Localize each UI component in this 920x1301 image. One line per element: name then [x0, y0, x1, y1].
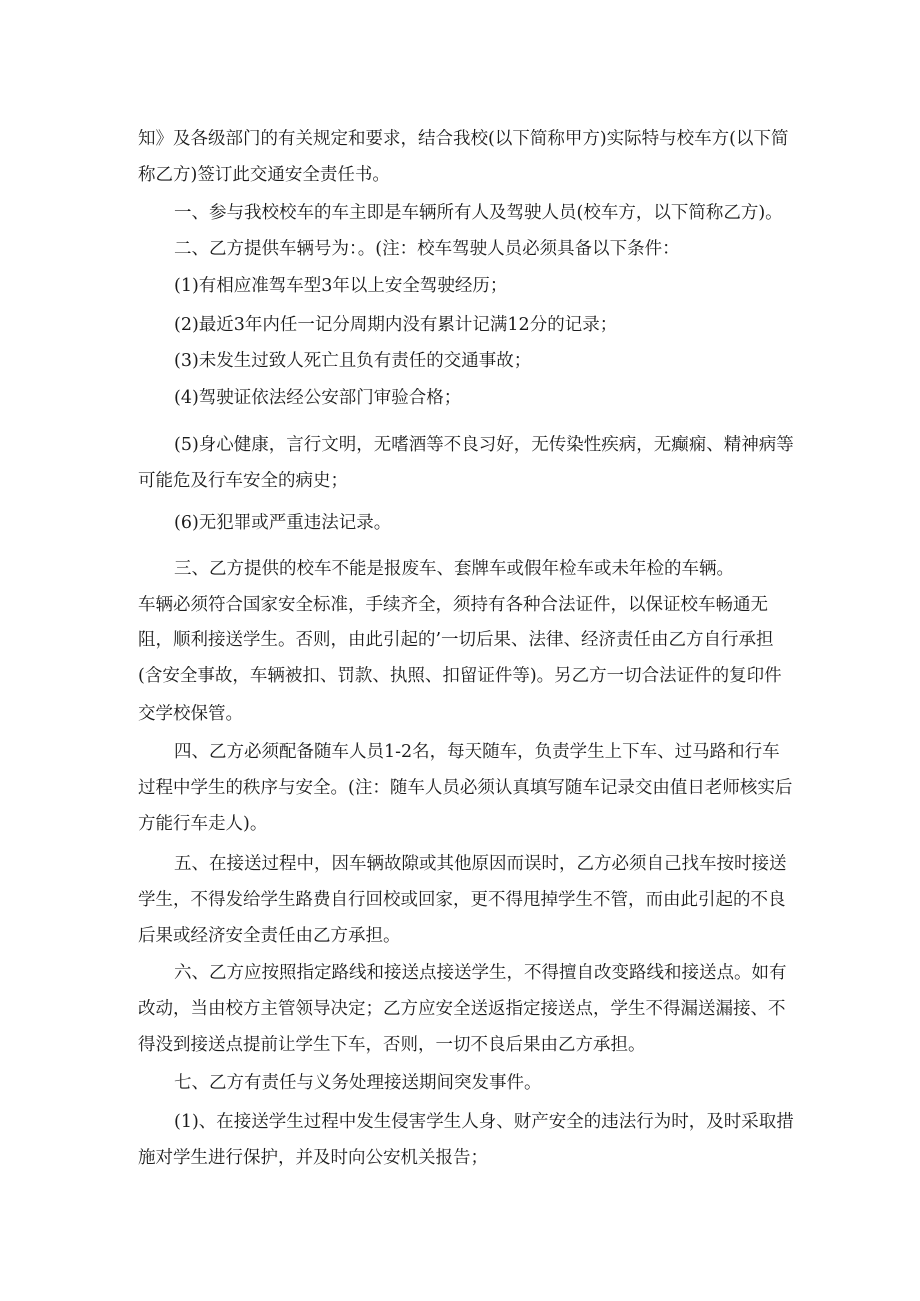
text-line: 改动，当由校方主管领导决定；乙方应安全送返指定接送点，学生不得漏送漏接、不: [138, 999, 786, 1019]
text-line: 施对学生进行保护，并及时向公安机关报告；: [138, 1148, 488, 1168]
text-line: 七、乙方有责任与义务处理接送期间突发事件。: [174, 1073, 542, 1093]
text-line: 六、乙方应按照指定路线和接送点接送学生，不得擅自改变路线和接送点。如有: [174, 963, 787, 983]
text-line: (3)未发生过致人死亡且负有责任的交通事故；: [174, 351, 532, 371]
text-line: 三、乙方提供的校车不能是报废车、套牌车或假年检车或未年检的车辆。: [174, 559, 734, 579]
text-line: 车辆必须符合国家安全标准，手续齐全，须持有各种合法证件，以保证校车畅通无: [138, 595, 768, 615]
text-line: 阻，顺利接送学生。否则，由此引起的’一切后果、法律、经济责任由乙方自行承担: [138, 630, 774, 650]
text-line: (1)、在接送学生过程中发生侵害学生人身、财产安全的违法行为时，及时采取措: [174, 1112, 794, 1132]
text-line: 二、乙方提供车辆号为：。(注：校车驾驶人员必须具备以下条件：: [174, 239, 680, 259]
text-line: (含安全事故，车辆被扣、罚款、执照、扣留证件等)。另乙方一切合法证件的复印件: [138, 666, 782, 686]
text-line: 一、参与我校校车的车主即是车辆所有人及驾驶人员(校车方，以下简称乙方)。: [174, 203, 783, 223]
text-line: 过程中学生的秩序与安全。(注：随车人员必须认真填写随车记录交由值日老师核实后: [138, 778, 793, 798]
text-line: 四、乙方必须配备随车人员1-2名，每天随车，负责学生上下车、过马路和行车: [174, 742, 780, 762]
text-line: 方能行车走人)。: [138, 814, 268, 834]
text-line: 后果或经济安全责任由乙方承担。: [138, 926, 401, 946]
text-line: 可能危及行车安全的病史；: [138, 471, 348, 491]
text-line: 知》及各级部门的有关规定和要求，结合我校(以下简称甲方)实际特与校车方(以下简: [138, 129, 789, 149]
text-line: (2)最近3年内任一记分周期内没有累计记满12分的记录；: [174, 315, 618, 335]
text-line: 称乙方)签订此交通安全责任书。: [138, 165, 390, 185]
text-line: (6)无犯罪或严重违法记录。: [174, 513, 392, 533]
text-line: 学生，不得发给学生路费自行回校或回家，更不得甩掉学生不管，而由此引起的不良: [138, 890, 786, 910]
text-line: 五、在接送过程中，因车辆故隙或其他原因而误时，乙方必须自己找车按时接送: [174, 854, 787, 874]
text-line: (1)有相应准驾车型3年以上安全驾驶经历；: [174, 276, 508, 296]
text-line: (4)驾驶证依法经公安部门审验合格；: [174, 388, 462, 408]
text-line: 得没到接送点提前让学生下车，否则，一切不良后果由乙方承担。: [138, 1035, 646, 1055]
text-line: 交学校保管。: [138, 704, 243, 724]
text-line: (5)身心健康，言行文明，无嗜酒等不良习好，无传染性疾病，无癫痫、精神病等: [174, 435, 794, 455]
